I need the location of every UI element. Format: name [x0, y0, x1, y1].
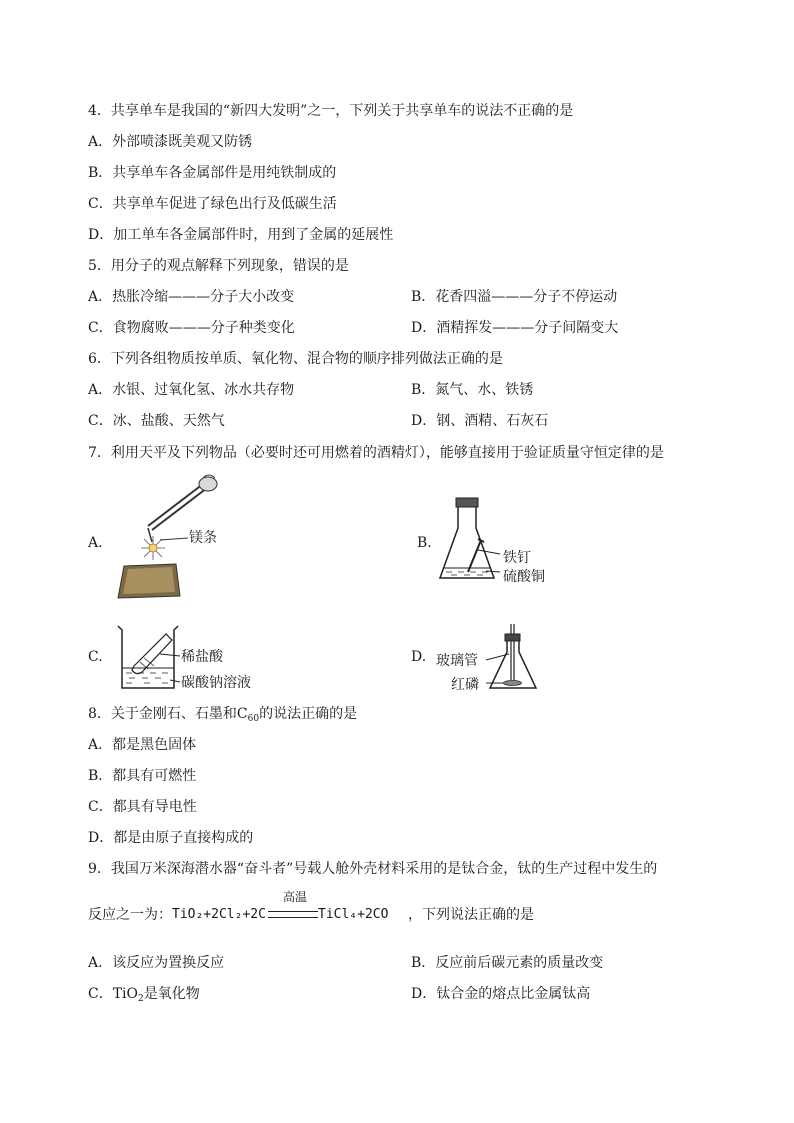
q9-option-a: A．该反应为置换反应 [88, 955, 225, 971]
q7-d-label-red-phosphorus: 红磷 [451, 677, 479, 693]
q8-option-d: D．都是由原子直接构成的 [88, 830, 254, 846]
q9-option-d: D．钛合金的熔点比金属钛高 [411, 986, 591, 1002]
q7-option-c-letter: C. [88, 649, 103, 665]
q8-option-a: A．都是黑色固体 [88, 737, 197, 753]
q7-b-label-iron-nail: 铁钉 [503, 550, 531, 566]
q4-option-d: D．加工单车各金属部件时，用到了金属的延展性 [88, 227, 394, 243]
q7-a-label-magnesium: 镁条 [189, 530, 217, 546]
red-phosphorus-flask-figure [484, 622, 542, 694]
q9-stem-line1: 9．我国万米深海潜水器“奋斗者”号载人舱外壳材料采用的是钛合金，钛的生产过程中发生的 [88, 861, 658, 877]
q9-equation-reactants: TiO₂+2Cl₂+2C [172, 907, 266, 922]
q9-equation-arrow [268, 911, 318, 918]
q6-option-c: C．冰、盐酸、天然气 [88, 413, 225, 429]
q5-stem: 5．用分子的观点解释下列现象，错误的是 [88, 258, 349, 274]
q7-d-label-glass-tube: 玻璃管 [436, 653, 478, 669]
q9-option-b: B．反应前后碳元素的质量改变 [411, 955, 604, 971]
q5-option-c: C．食物腐败———分子种类变化 [88, 320, 295, 336]
q8-stem: 8．关于金刚石、石墨和$C_{60}$的说法正确的是 [88, 706, 358, 724]
q9-stem-line2-end: ，下列说法正确的是 [408, 907, 534, 923]
q6-option-d: D．钢、酒精、石灰石 [411, 413, 549, 429]
q6-option-a: A．水银、过氧化氢、冰水共存物 [88, 382, 295, 398]
q7-option-d-letter: D. [411, 649, 427, 665]
q7-c-label-dilute-hcl: 稀盐酸 [181, 649, 223, 665]
q9-option-c: C．TiO$_2$是氧化物 [88, 986, 200, 1004]
q4-option-c: C．共享单车促进了绿色出行及低碳生活 [88, 196, 337, 212]
q9-stem-line2: 反应之一为： [88, 907, 172, 923]
q7-stem: 7．利用天平及下列物品（必要时还可用燃着的酒精灯），能够直接用于验证质量守恒定律的是 [88, 445, 664, 461]
q7-c-label-sodium-carbonate: 碳酸钠溶液 [181, 675, 251, 691]
q7-option-b-letter: B. [417, 535, 432, 551]
q8-option-b: B．都具有可燃性 [88, 768, 197, 784]
q9-equation-condition: 高温 [283, 890, 308, 904]
q6-option-b: B．氮气、水、铁锈 [411, 382, 534, 398]
q7-b-label-copper-sulfate: 硫酸铜 [503, 569, 545, 585]
beaker-test-tube-figure [114, 622, 182, 694]
q7-option-a-letter: A. [88, 535, 103, 551]
q4-option-a: A．外部喷漆既美观又防锈 [88, 134, 253, 150]
q9-equation-products: TiCl₄+2CO [318, 907, 389, 922]
q6-stem: 6．下列各组物质按单质、氧化物、混合物的顺序排列做法正确的是 [88, 351, 503, 367]
q5-option-b: B．花香四溢———分子不停运动 [411, 289, 618, 305]
iron-nail-flask-figure [434, 494, 502, 586]
q4-option-b: B．共享单车各金属部件是用纯铁制成的 [88, 165, 337, 181]
q5-option-d: D．酒精挥发———分子间隔变大 [411, 320, 619, 336]
q4-stem: 4．共享单车是我国的“新四大发明”之一，下列关于共享单车的说法不正确的是 [88, 103, 574, 119]
q5-option-a: A．热胀冷缩———分子大小改变 [88, 289, 295, 305]
q8-option-c: C．都具有导电性 [88, 799, 197, 815]
